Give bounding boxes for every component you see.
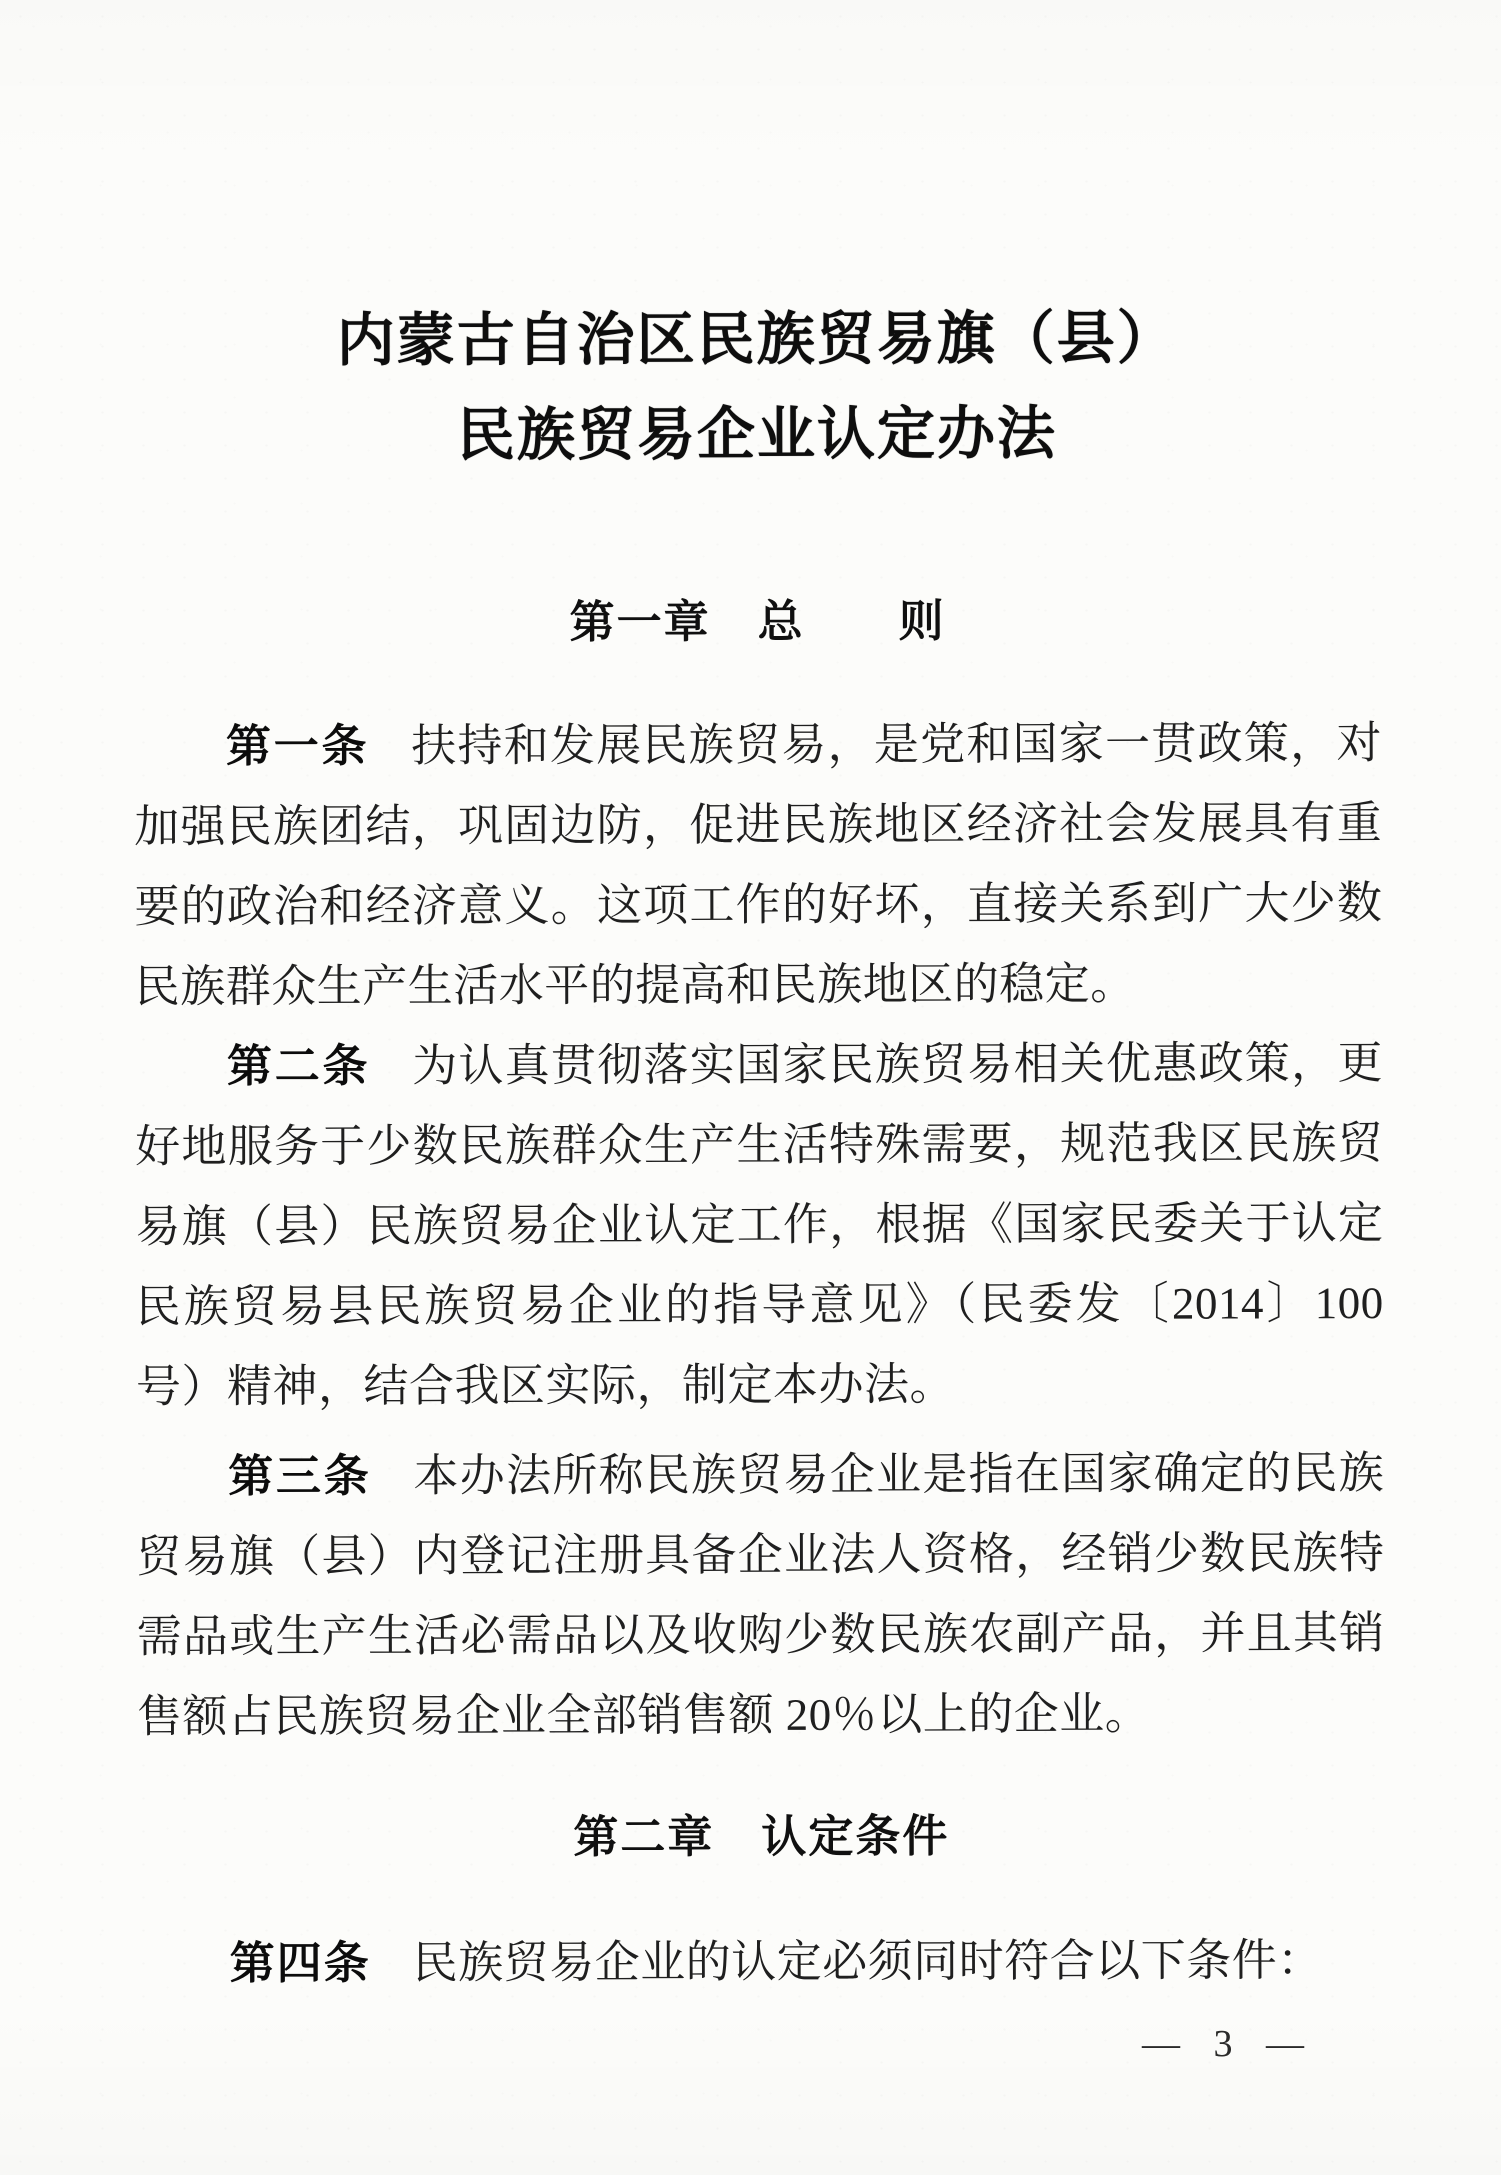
article-3-text: 本办法所称民族贸易企业是指在国家确定的民族贸易旗（县）内登记注册具备企业法人资格，经销少数民族特需品或生产生活必需品以及收购少数民族农副产品，并且其销售额占民族贸易企业全部销售额 20％以上的企业。 [136,1448,1385,1742]
page-number: — 3 — [1142,2023,1308,2065]
article-2-text: 为认真贯彻落实国家民族贸易相关优惠政策，更好地服务于少数民族群众生产生活特殊需要，规范我区民族贸易旗（县）民族贸易企业认定工作，根据《国家民委关于认定民族贸易县民族贸易企业的指导意见》（民委发〔2014〕100 号）精神，结合我区实际，制定本办法。 [135,1038,1384,1412]
chapter-1-heading: 第一章 总 则 [569,595,946,648]
article-4-text: 民族贸易企业的认定必须同时符合以下条件： [412,1935,1323,1989]
article-2-label: 第二条 [226,1040,371,1092]
document-title [133,290,1382,484]
article-4-paragraph [138,1920,1386,2004]
document-title-line-2: 民族贸易企业认定办法 [456,401,1058,468]
document-title-line-1: 内蒙古自治区民族贸易旗（县） [336,305,1177,374]
article-3-paragraph [136,1433,1385,1757]
article-3-label: 第三条 [228,1450,372,1502]
chapter-2-heading: 第二章 认定条件 [573,1810,950,1863]
article-1-label: 第一条 [225,720,370,772]
article-1-text: 扶持和发展民族贸易，是党和国家一贯政策，对加强民族团结，巩固边防，促进民族地区经济社会发展具有重要的政治和经济意义。这项工作的好坏，直接关系到广大少数民族群众生产生活水平的提高和民族地区的稳定。 [134,718,1383,1012]
article-1-paragraph [134,703,1383,1027]
article-4-label: 第四条 [229,1937,371,1989]
article-2-paragraph [135,1023,1384,1427]
